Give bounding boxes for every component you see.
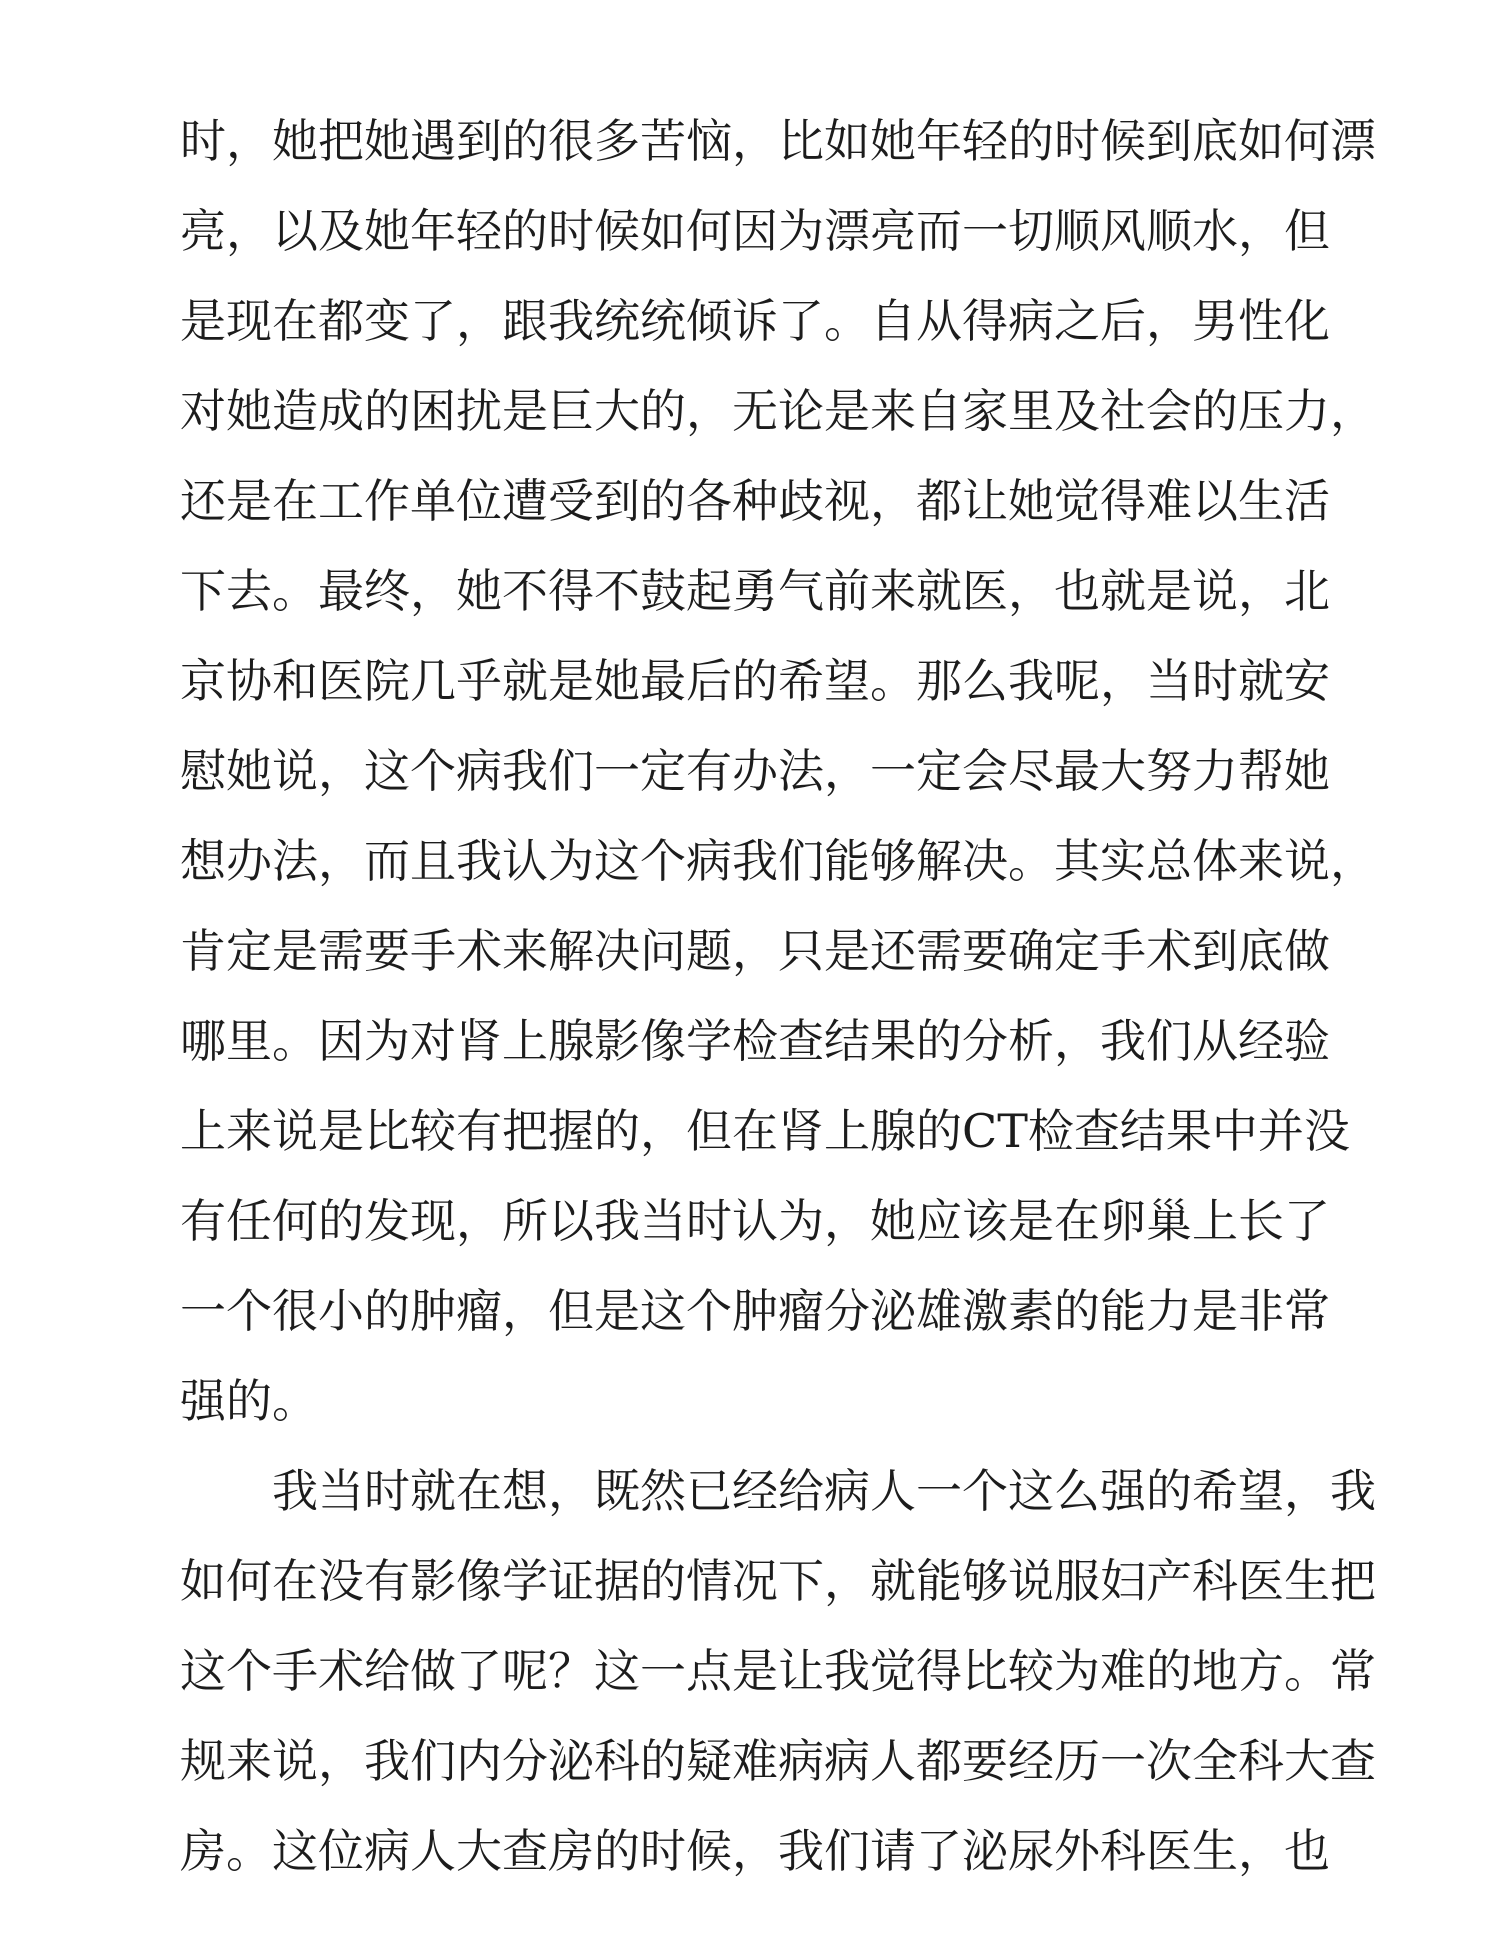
text-line: 京协和医院几乎就是她最后的希望。那么我呢，当时就安 bbox=[180, 654, 1330, 708]
text-line: 这个手术给做了呢？这一点是让我觉得比较为难的地方。常 bbox=[180, 1644, 1376, 1698]
text-line: 慰她说，这个病我们一定有办法，一定会尽最大努力帮她 bbox=[180, 744, 1330, 798]
text-line: 是现在都变了，跟我统统倾诉了。自从得病之后，男性化 bbox=[180, 294, 1330, 348]
text-line: 哪里。因为对肾上腺影像学检查结果的分析，我们从经验 bbox=[180, 1014, 1330, 1068]
text-line: 规来说，我们内分泌科的疑难病病人都要经历一次全科大查 bbox=[180, 1734, 1376, 1788]
text-line: 想办法，而且我认为这个病我们能够解决。其实总体来说， bbox=[180, 834, 1376, 888]
text-line: 亮，以及她年轻的时候如何因为漂亮而一切顺风顺水，但 bbox=[180, 204, 1330, 258]
text-line: 房。这位病人大查房的时候，我们请了泌尿外科医生，也 bbox=[180, 1824, 1330, 1878]
paragraph-1 bbox=[180, 96, 1376, 1446]
body-text bbox=[180, 96, 1376, 1896]
text-line: 有任何的发现，所以我当时认为，她应该是在卵巢上长了 bbox=[180, 1194, 1330, 1248]
text-line: 时，她把她遇到的很多苦恼，比如她年轻的时候到底如何漂 bbox=[180, 114, 1376, 168]
text-line: 对她造成的困扰是巨大的，无论是来自家里及社会的压力， bbox=[180, 384, 1376, 438]
text-line: 强的。 bbox=[180, 1374, 318, 1428]
text-line: 我当时就在想，既然已经给病人一个这么强的希望，我 bbox=[272, 1464, 1376, 1518]
text-line: 下去。最终，她不得不鼓起勇气前来就医，也就是说，北 bbox=[180, 564, 1330, 618]
text-line: 一个很小的肿瘤，但是这个肿瘤分泌雄激素的能力是非常 bbox=[180, 1284, 1330, 1338]
text-line: 如何在没有影像学证据的情况下，就能够说服妇产科医生把 bbox=[180, 1554, 1376, 1608]
text-line: 还是在工作单位遭受到的各种歧视，都让她觉得难以生活 bbox=[180, 474, 1330, 528]
text-line: 肯定是需要手术来解决问题，只是还需要确定手术到底做 bbox=[180, 924, 1330, 978]
paragraph-2 bbox=[180, 1446, 1376, 1896]
text-line: 上来说是比较有把握的，但在肾上腺的CT检查结果中并没 bbox=[180, 1104, 1350, 1158]
